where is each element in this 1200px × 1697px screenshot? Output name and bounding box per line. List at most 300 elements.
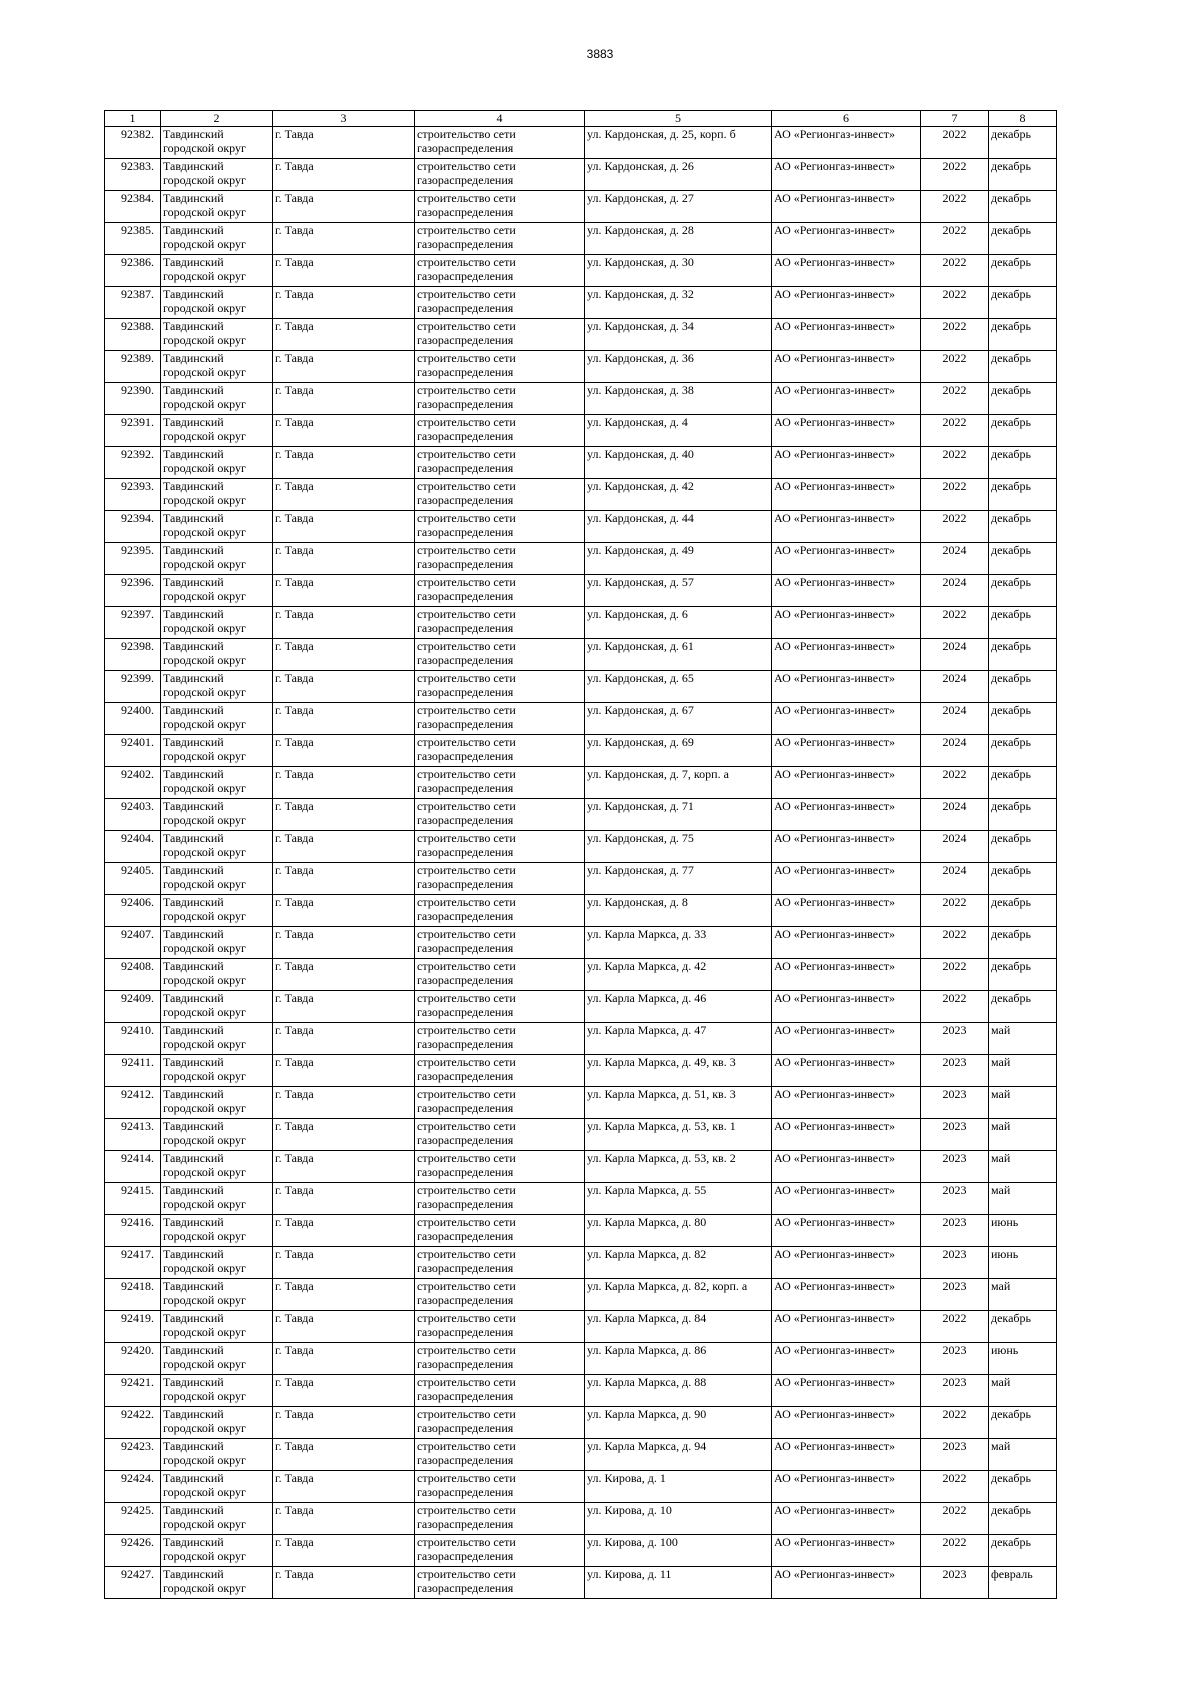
organization-cell: АО «Регионгаз-инвест» xyxy=(772,1567,921,1599)
table-row xyxy=(105,991,1057,1023)
organization-cell: АО «Регионгаз-инвест» xyxy=(772,1311,921,1343)
row-number-cell: 92423. xyxy=(105,1439,161,1471)
address-cell: ул. Карла Маркса, д. 49, кв. 3 xyxy=(585,1055,772,1087)
locality-cell: г. Тавда xyxy=(273,319,415,351)
locality-cell: г. Тавда xyxy=(273,767,415,799)
row-number-cell: 92383. xyxy=(105,159,161,191)
year-cell: 2024 xyxy=(921,639,989,671)
work-type-cell: строительство сети газораспределения xyxy=(415,1119,585,1151)
locality-cell: г. Тавда xyxy=(273,351,415,383)
year-cell: 2022 xyxy=(921,767,989,799)
row-number-cell: 92385. xyxy=(105,223,161,255)
table-row xyxy=(105,1343,1057,1375)
year-cell: 2024 xyxy=(921,575,989,607)
district-cell: Тавдинский городской округ xyxy=(161,127,273,159)
address-cell: ул. Кардонская, д. 8 xyxy=(585,895,772,927)
locality-cell: г. Тавда xyxy=(273,991,415,1023)
table-row xyxy=(105,607,1057,639)
organization-cell: АО «Регионгаз-инвест» xyxy=(772,703,921,735)
district-cell: Тавдинский городской округ xyxy=(161,1567,273,1599)
month-cell: декабрь xyxy=(989,479,1057,511)
organization-cell: АО «Регионгаз-инвест» xyxy=(772,735,921,767)
row-number-cell: 92396. xyxy=(105,575,161,607)
row-number-cell: 92421. xyxy=(105,1375,161,1407)
organization-cell: АО «Регионгаз-инвест» xyxy=(772,351,921,383)
locality-cell: г. Тавда xyxy=(273,1311,415,1343)
year-cell: 2023 xyxy=(921,1183,989,1215)
locality-cell: г. Тавда xyxy=(273,1055,415,1087)
organization-cell: АО «Регионгаз-инвест» xyxy=(772,543,921,575)
header-cell: 5 xyxy=(585,111,772,127)
work-type-cell: строительство сети газораспределения xyxy=(415,959,585,991)
locality-cell: г. Тавда xyxy=(273,1279,415,1311)
month-cell: декабрь xyxy=(989,1311,1057,1343)
address-cell: ул. Кардонская, д. 75 xyxy=(585,831,772,863)
address-cell: ул. Карла Маркса, д. 90 xyxy=(585,1407,772,1439)
address-cell: ул. Кардонская, д. 30 xyxy=(585,255,772,287)
table-row xyxy=(105,479,1057,511)
month-cell: декабрь xyxy=(989,703,1057,735)
organization-cell: АО «Регионгаз-инвест» xyxy=(772,1087,921,1119)
row-number-cell: 92400. xyxy=(105,703,161,735)
table-row xyxy=(105,1247,1057,1279)
address-cell: ул. Кардонская, д. 4 xyxy=(585,415,772,447)
organization-cell: АО «Регионгаз-инвест» xyxy=(772,1151,921,1183)
row-number-cell: 92422. xyxy=(105,1407,161,1439)
address-cell: ул. Карла Маркса, д. 94 xyxy=(585,1439,772,1471)
address-cell: ул. Кардонская, д. 65 xyxy=(585,671,772,703)
year-cell: 2024 xyxy=(921,543,989,575)
district-cell: Тавдинский городской округ xyxy=(161,1087,273,1119)
row-number-cell: 92402. xyxy=(105,767,161,799)
organization-cell: АО «Регионгаз-инвест» xyxy=(772,511,921,543)
address-cell: ул. Кардонская, д. 27 xyxy=(585,191,772,223)
organization-cell: АО «Регионгаз-инвест» xyxy=(772,159,921,191)
row-number-cell: 92419. xyxy=(105,1311,161,1343)
row-number-cell: 92407. xyxy=(105,927,161,959)
organization-cell: АО «Регионгаз-инвест» xyxy=(772,831,921,863)
organization-cell: АО «Регионгаз-инвест» xyxy=(772,1535,921,1567)
address-cell: ул. Кардонская, д. 42 xyxy=(585,479,772,511)
address-cell: ул. Кардонская, д. 40 xyxy=(585,447,772,479)
row-number-cell: 92406. xyxy=(105,895,161,927)
district-cell: Тавдинский городской округ xyxy=(161,863,273,895)
month-cell: февраль xyxy=(989,1567,1057,1599)
address-cell: ул. Кирова, д. 10 xyxy=(585,1503,772,1535)
row-number-cell: 92427. xyxy=(105,1567,161,1599)
row-number-cell: 92411. xyxy=(105,1055,161,1087)
organization-cell: АО «Регионгаз-инвест» xyxy=(772,895,921,927)
address-cell: ул. Кардонская, д. 69 xyxy=(585,735,772,767)
organization-cell: АО «Регионгаз-инвест» xyxy=(772,1023,921,1055)
locality-cell: г. Тавда xyxy=(273,1215,415,1247)
table-row xyxy=(105,223,1057,255)
row-number-cell: 92417. xyxy=(105,1247,161,1279)
locality-cell: г. Тавда xyxy=(273,511,415,543)
address-cell: ул. Кардонская, д. 38 xyxy=(585,383,772,415)
month-cell: декабрь xyxy=(989,767,1057,799)
organization-cell: АО «Регионгаз-инвест» xyxy=(772,191,921,223)
year-cell: 2022 xyxy=(921,447,989,479)
row-number-cell: 92391. xyxy=(105,415,161,447)
row-number-cell: 92403. xyxy=(105,799,161,831)
row-number-cell: 92395. xyxy=(105,543,161,575)
row-number-cell: 92425. xyxy=(105,1503,161,1535)
address-cell: ул. Кардонская, д. 28 xyxy=(585,223,772,255)
work-type-cell: строительство сети газораспределения xyxy=(415,479,585,511)
page-number: 3883 xyxy=(586,47,614,61)
year-cell: 2022 xyxy=(921,159,989,191)
work-type-cell: строительство сети газораспределения xyxy=(415,383,585,415)
work-type-cell: строительство сети газораспределения xyxy=(415,607,585,639)
district-cell: Тавдинский городской округ xyxy=(161,1311,273,1343)
organization-cell: АО «Регионгаз-инвест» xyxy=(772,415,921,447)
work-type-cell: строительство сети газораспределения xyxy=(415,1151,585,1183)
table-row xyxy=(105,799,1057,831)
work-type-cell: строительство сети газораспределения xyxy=(415,575,585,607)
month-cell: декабрь xyxy=(989,575,1057,607)
address-cell: ул. Кардонская, д. 32 xyxy=(585,287,772,319)
address-cell: ул. Карла Маркса, д. 82 xyxy=(585,1247,772,1279)
organization-cell: АО «Регионгаз-инвест» xyxy=(772,1375,921,1407)
work-type-cell: строительство сети газораспределения xyxy=(415,1183,585,1215)
organization-cell: АО «Регионгаз-инвест» xyxy=(772,223,921,255)
year-cell: 2023 xyxy=(921,1247,989,1279)
row-number-cell: 92386. xyxy=(105,255,161,287)
work-type-cell: строительство сети газораспределения xyxy=(415,1407,585,1439)
work-type-cell: строительство сети газораспределения xyxy=(415,159,585,191)
locality-cell: г. Тавда xyxy=(273,127,415,159)
locality-cell: г. Тавда xyxy=(273,1151,415,1183)
table-row xyxy=(105,959,1057,991)
year-cell: 2022 xyxy=(921,319,989,351)
work-type-cell: строительство сети газораспределения xyxy=(415,319,585,351)
work-type-cell: строительство сети газораспределения xyxy=(415,1343,585,1375)
work-type-cell: строительство сети газораспределения xyxy=(415,671,585,703)
row-number-cell: 92392. xyxy=(105,447,161,479)
organization-cell: АО «Регионгаз-инвест» xyxy=(772,639,921,671)
year-cell: 2022 xyxy=(921,511,989,543)
district-cell: Тавдинский городской округ xyxy=(161,223,273,255)
table-row xyxy=(105,703,1057,735)
row-number-cell: 92413. xyxy=(105,1119,161,1151)
header-cell: 1 xyxy=(105,111,161,127)
district-cell: Тавдинский городской округ xyxy=(161,1055,273,1087)
district-cell: Тавдинский городской округ xyxy=(161,1439,273,1471)
table-row xyxy=(105,1151,1057,1183)
organization-cell: АО «Регионгаз-инвест» xyxy=(772,671,921,703)
year-cell: 2022 xyxy=(921,287,989,319)
work-type-cell: строительство сети газораспределения xyxy=(415,191,585,223)
work-type-cell: строительство сети газораспределения xyxy=(415,1055,585,1087)
locality-cell: г. Тавда xyxy=(273,799,415,831)
table-row xyxy=(105,735,1057,767)
address-cell: ул. Карла Маркса, д. 84 xyxy=(585,1311,772,1343)
month-cell: декабрь xyxy=(989,1503,1057,1535)
address-cell: ул. Карла Маркса, д. 53, кв. 2 xyxy=(585,1151,772,1183)
month-cell: декабрь xyxy=(989,511,1057,543)
organization-cell: АО «Регионгаз-инвест» xyxy=(772,927,921,959)
district-cell: Тавдинский городской округ xyxy=(161,191,273,223)
locality-cell: г. Тавда xyxy=(273,479,415,511)
month-cell: декабрь xyxy=(989,831,1057,863)
address-cell: ул. Кардонская, д. 34 xyxy=(585,319,772,351)
district-cell: Тавдинский городской округ xyxy=(161,767,273,799)
table-row xyxy=(105,1503,1057,1535)
work-type-cell: строительство сети газораспределения xyxy=(415,1279,585,1311)
row-number-cell: 92390. xyxy=(105,383,161,415)
work-type-cell: строительство сети газораспределения xyxy=(415,831,585,863)
address-cell: ул. Кардонская, д. 67 xyxy=(585,703,772,735)
row-number-cell: 92401. xyxy=(105,735,161,767)
work-type-cell: строительство сети газораспределения xyxy=(415,287,585,319)
organization-cell: АО «Регионгаз-инвест» xyxy=(772,991,921,1023)
organization-cell: АО «Регионгаз-инвест» xyxy=(772,319,921,351)
district-cell: Тавдинский городской округ xyxy=(161,639,273,671)
table-row xyxy=(105,671,1057,703)
month-cell: май xyxy=(989,1183,1057,1215)
month-cell: декабрь xyxy=(989,255,1057,287)
month-cell: май xyxy=(989,1023,1057,1055)
district-cell: Тавдинский городской округ xyxy=(161,895,273,927)
row-number-cell: 92405. xyxy=(105,863,161,895)
row-number-cell: 92408. xyxy=(105,959,161,991)
organization-cell: АО «Регионгаз-инвест» xyxy=(772,863,921,895)
district-cell: Тавдинский городской округ xyxy=(161,543,273,575)
address-cell: ул. Кардонская, д. 57 xyxy=(585,575,772,607)
locality-cell: г. Тавда xyxy=(273,1535,415,1567)
month-cell: декабрь xyxy=(989,383,1057,415)
table-row xyxy=(105,127,1057,159)
year-cell: 2022 xyxy=(921,991,989,1023)
organization-cell: АО «Регионгаз-инвест» xyxy=(772,479,921,511)
year-cell: 2024 xyxy=(921,703,989,735)
locality-cell: г. Тавда xyxy=(273,1247,415,1279)
district-cell: Тавдинский городской округ xyxy=(161,1407,273,1439)
work-type-cell: строительство сети газораспределения xyxy=(415,1567,585,1599)
table-row xyxy=(105,1471,1057,1503)
locality-cell: г. Тавда xyxy=(273,1407,415,1439)
locality-cell: г. Тавда xyxy=(273,959,415,991)
table-row xyxy=(105,927,1057,959)
year-cell: 2022 xyxy=(921,127,989,159)
month-cell: декабрь xyxy=(989,223,1057,255)
year-cell: 2023 xyxy=(921,1343,989,1375)
year-cell: 2023 xyxy=(921,1151,989,1183)
row-number-cell: 92398. xyxy=(105,639,161,671)
month-cell: июнь xyxy=(989,1215,1057,1247)
organization-cell: АО «Регионгаз-инвест» xyxy=(772,1407,921,1439)
row-number-cell: 92418. xyxy=(105,1279,161,1311)
row-number-cell: 92426. xyxy=(105,1535,161,1567)
district-cell: Тавдинский городской округ xyxy=(161,959,273,991)
district-cell: Тавдинский городской округ xyxy=(161,287,273,319)
district-cell: Тавдинский городской округ xyxy=(161,319,273,351)
year-cell: 2023 xyxy=(921,1023,989,1055)
address-cell: ул. Кирова, д. 11 xyxy=(585,1567,772,1599)
district-cell: Тавдинский городской округ xyxy=(161,383,273,415)
district-cell: Тавдинский городской округ xyxy=(161,735,273,767)
work-type-cell: строительство сети газораспределения xyxy=(415,543,585,575)
district-cell: Тавдинский городской округ xyxy=(161,415,273,447)
month-cell: декабрь xyxy=(989,447,1057,479)
work-type-cell: строительство сети газораспределения xyxy=(415,415,585,447)
address-cell: ул. Карла Маркса, д. 88 xyxy=(585,1375,772,1407)
locality-cell: г. Тавда xyxy=(273,927,415,959)
year-cell: 2024 xyxy=(921,831,989,863)
organization-cell: АО «Регионгаз-инвест» xyxy=(772,1215,921,1247)
district-cell: Тавдинский городской округ xyxy=(161,1535,273,1567)
organization-cell: АО «Регионгаз-инвест» xyxy=(772,1183,921,1215)
year-cell: 2022 xyxy=(921,895,989,927)
district-cell: Тавдинский городской округ xyxy=(161,447,273,479)
table-row xyxy=(105,543,1057,575)
organization-cell: АО «Регионгаз-инвест» xyxy=(772,959,921,991)
work-type-cell: строительство сети газораспределения xyxy=(415,927,585,959)
work-type-cell: строительство сети газораспределения xyxy=(415,1375,585,1407)
district-cell: Тавдинский городской округ xyxy=(161,799,273,831)
locality-cell: г. Тавда xyxy=(273,895,415,927)
district-cell: Тавдинский городской округ xyxy=(161,927,273,959)
locality-cell: г. Тавда xyxy=(273,447,415,479)
month-cell: декабрь xyxy=(989,159,1057,191)
address-cell: ул. Карла Маркса, д. 46 xyxy=(585,991,772,1023)
table-row xyxy=(105,1439,1057,1471)
address-cell: ул. Карла Маркса, д. 42 xyxy=(585,959,772,991)
table-row xyxy=(105,1279,1057,1311)
locality-cell: г. Тавда xyxy=(273,383,415,415)
table-row xyxy=(105,1055,1057,1087)
district-cell: Тавдинский городской округ xyxy=(161,1215,273,1247)
district-cell: Тавдинский городской округ xyxy=(161,479,273,511)
district-cell: Тавдинский городской округ xyxy=(161,351,273,383)
year-cell: 2022 xyxy=(921,1503,989,1535)
locality-cell: г. Тавда xyxy=(273,255,415,287)
work-type-cell: строительство сети газораспределения xyxy=(415,799,585,831)
header-cell: 3 xyxy=(273,111,415,127)
header-cell: 2 xyxy=(161,111,273,127)
address-cell: ул. Кардонская, д. 7, корп. а xyxy=(585,767,772,799)
table-row xyxy=(105,159,1057,191)
organization-cell: АО «Регионгаз-инвест» xyxy=(772,255,921,287)
month-cell: декабрь xyxy=(989,319,1057,351)
locality-cell: г. Тавда xyxy=(273,703,415,735)
table-row xyxy=(105,287,1057,319)
month-cell: декабрь xyxy=(989,287,1057,319)
month-cell: декабрь xyxy=(989,799,1057,831)
table-row xyxy=(105,863,1057,895)
table-row xyxy=(105,575,1057,607)
locality-cell: г. Тавда xyxy=(273,1087,415,1119)
row-number-cell: 92397. xyxy=(105,607,161,639)
row-number-cell: 92382. xyxy=(105,127,161,159)
table-row xyxy=(105,831,1057,863)
organization-cell: АО «Регионгаз-инвест» xyxy=(772,287,921,319)
district-cell: Тавдинский городской округ xyxy=(161,1183,273,1215)
year-cell: 2022 xyxy=(921,1535,989,1567)
locality-cell: г. Тавда xyxy=(273,287,415,319)
locality-cell: г. Тавда xyxy=(273,1183,415,1215)
organization-cell: АО «Регионгаз-инвест» xyxy=(772,1503,921,1535)
locality-cell: г. Тавда xyxy=(273,1375,415,1407)
address-cell: ул. Кардонская, д. 26 xyxy=(585,159,772,191)
row-number-cell: 92388. xyxy=(105,319,161,351)
locality-cell: г. Тавда xyxy=(273,1119,415,1151)
district-cell: Тавдинский городской округ xyxy=(161,255,273,287)
year-cell: 2022 xyxy=(921,607,989,639)
year-cell: 2022 xyxy=(921,191,989,223)
work-type-cell: строительство сети газораспределения xyxy=(415,991,585,1023)
district-cell: Тавдинский городской округ xyxy=(161,831,273,863)
year-cell: 2024 xyxy=(921,863,989,895)
work-type-cell: строительство сети газораспределения xyxy=(415,1311,585,1343)
locality-cell: г. Тавда xyxy=(273,575,415,607)
row-number-cell: 92415. xyxy=(105,1183,161,1215)
table-row xyxy=(105,1567,1057,1599)
work-type-cell: строительство сети газораспределения xyxy=(415,767,585,799)
locality-cell: г. Тавда xyxy=(273,1343,415,1375)
year-cell: 2022 xyxy=(921,351,989,383)
month-cell: декабрь xyxy=(989,351,1057,383)
table-row xyxy=(105,1407,1057,1439)
table-row xyxy=(105,1023,1057,1055)
month-cell: декабрь xyxy=(989,735,1057,767)
table-row xyxy=(105,1215,1057,1247)
table-row xyxy=(105,319,1057,351)
year-cell: 2022 xyxy=(921,1471,989,1503)
data-table xyxy=(104,110,1057,1599)
work-type-cell: строительство сети газораспределения xyxy=(415,1535,585,1567)
year-cell: 2022 xyxy=(921,415,989,447)
month-cell: июнь xyxy=(989,1343,1057,1375)
table-row xyxy=(105,415,1057,447)
locality-cell: г. Тавда xyxy=(273,607,415,639)
district-cell: Тавдинский городской округ xyxy=(161,1023,273,1055)
table-row xyxy=(105,767,1057,799)
address-cell: ул. Карла Маркса, д. 82, корп. а xyxy=(585,1279,772,1311)
table-row xyxy=(105,255,1057,287)
month-cell: май xyxy=(989,1055,1057,1087)
district-cell: Тавдинский городской округ xyxy=(161,1471,273,1503)
month-cell: декабрь xyxy=(989,639,1057,671)
work-type-cell: строительство сети газораспределения xyxy=(415,895,585,927)
address-cell: ул. Кардонская, д. 44 xyxy=(585,511,772,543)
organization-cell: АО «Регионгаз-инвест» xyxy=(772,1343,921,1375)
work-type-cell: строительство сети газораспределения xyxy=(415,1023,585,1055)
row-number-cell: 92410. xyxy=(105,1023,161,1055)
district-cell: Тавдинский городской округ xyxy=(161,1343,273,1375)
locality-cell: г. Тавда xyxy=(273,1439,415,1471)
year-cell: 2023 xyxy=(921,1215,989,1247)
organization-cell: АО «Регионгаз-инвест» xyxy=(772,1247,921,1279)
year-cell: 2022 xyxy=(921,223,989,255)
address-cell: ул. Карла Маркса, д. 33 xyxy=(585,927,772,959)
table-row xyxy=(105,1311,1057,1343)
year-cell: 2023 xyxy=(921,1567,989,1599)
locality-cell: г. Тавда xyxy=(273,863,415,895)
row-number-cell: 92399. xyxy=(105,671,161,703)
month-cell: декабрь xyxy=(989,991,1057,1023)
month-cell: декабрь xyxy=(989,415,1057,447)
row-number-cell: 92416. xyxy=(105,1215,161,1247)
header-cell: 6 xyxy=(772,111,921,127)
month-cell: декабрь xyxy=(989,895,1057,927)
work-type-cell: строительство сети газораспределения xyxy=(415,127,585,159)
month-cell: декабрь xyxy=(989,863,1057,895)
locality-cell: г. Тавда xyxy=(273,639,415,671)
locality-cell: г. Тавда xyxy=(273,671,415,703)
district-cell: Тавдинский городской округ xyxy=(161,1375,273,1407)
